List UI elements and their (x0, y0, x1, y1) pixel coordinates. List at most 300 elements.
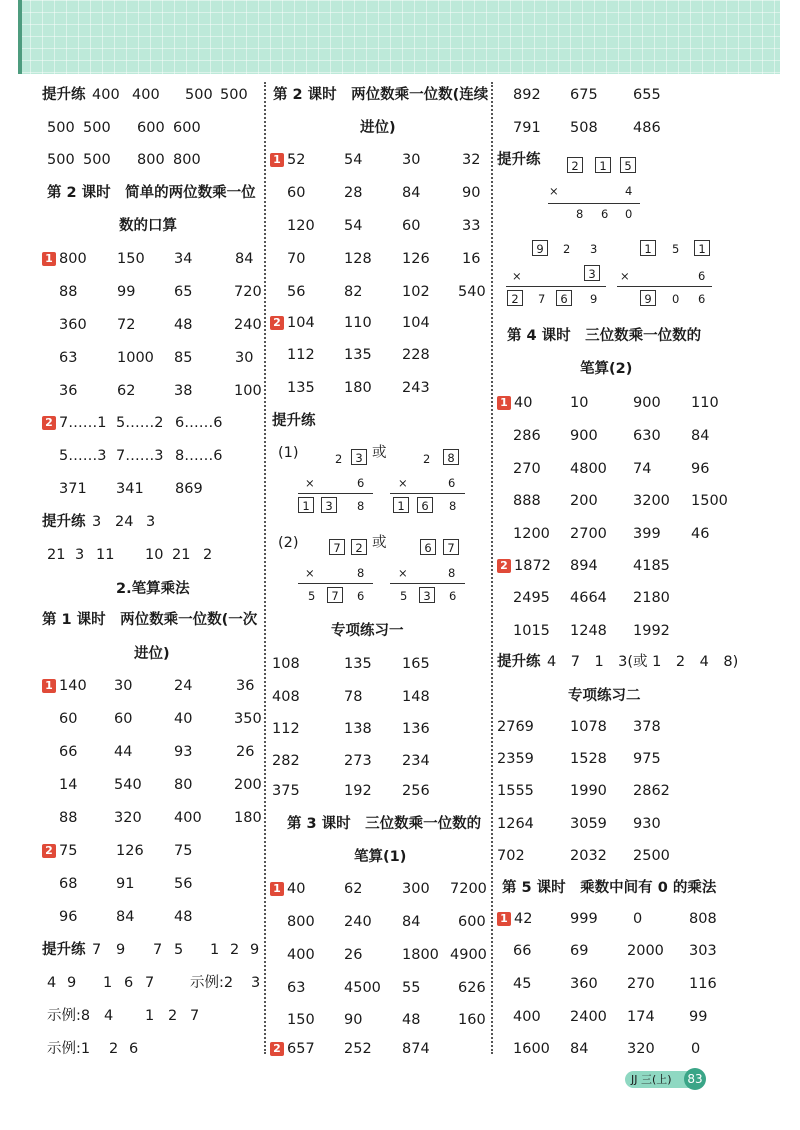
digit: 6 (698, 292, 706, 306)
digit: 6 (601, 207, 609, 221)
answer: 40 (174, 711, 193, 727)
lesson-title: 第 2 课时 两位数乘一位数(连续 (273, 87, 489, 103)
answer: 1 (145, 1008, 155, 1024)
times-sign: × (305, 476, 315, 490)
answer: 7 (190, 1008, 200, 1024)
answer: 1555 (497, 783, 534, 799)
answer: 540 (114, 777, 142, 793)
answer: 270 (513, 461, 541, 477)
answer: 5……2 (116, 415, 164, 431)
answer: 148 (402, 689, 430, 705)
answer: 112 (287, 347, 315, 363)
answer-box: 1 (393, 497, 409, 513)
times-sign: × (398, 566, 408, 580)
answer: 2 (203, 547, 213, 563)
answer-box: 2 (567, 157, 583, 173)
answer-box: 9 (640, 290, 656, 306)
answer: 500 (47, 152, 75, 168)
answer: 90 (344, 1012, 363, 1028)
answer: 10 (570, 395, 589, 411)
header-band (18, 0, 780, 74)
answer: 282 (272, 753, 300, 769)
answer: 93 (174, 744, 193, 760)
answer: 21 (47, 547, 66, 563)
question-badge: 1 (42, 252, 56, 266)
answer: 2 (230, 942, 240, 958)
answer: 3200 (633, 493, 670, 509)
answer: 600 (137, 120, 165, 136)
answer: 84 (570, 1041, 589, 1057)
answer: 702 (497, 848, 525, 864)
answer: 135 (344, 656, 372, 672)
answer: 7……1 (59, 415, 107, 431)
answer: 55 (402, 980, 421, 996)
answer: 32 (462, 152, 481, 168)
answer: 68 (59, 876, 78, 892)
answer: 135 (287, 380, 315, 396)
answer: 900 (633, 395, 661, 411)
answer-box: 2 (507, 290, 523, 306)
answer: 892 (513, 87, 541, 103)
answer: 1015 (513, 623, 550, 639)
answer: 6 (129, 1041, 139, 1057)
answer-box: 7 (443, 539, 459, 555)
answer: 400 (92, 87, 120, 103)
page-number: 83 (684, 1068, 706, 1090)
digit: 5 (308, 589, 316, 603)
answer: 30 (235, 350, 254, 366)
calc-line (506, 286, 606, 287)
digit: 6 (357, 476, 365, 490)
answer: 3 (146, 514, 156, 530)
digit: 5 (400, 589, 408, 603)
answer: 1200 (513, 526, 550, 542)
answer: 110 (344, 315, 372, 331)
digit: 9 (590, 292, 598, 306)
question-badge: 2 (270, 316, 284, 330)
answer: 96 (59, 909, 78, 925)
answer: 174 (627, 1009, 655, 1025)
answer: 400 (287, 947, 315, 963)
answer: 400 (132, 87, 160, 103)
answer: 6……6 (175, 415, 223, 431)
answer: 874 (402, 1041, 430, 1057)
answer: 84 (116, 909, 135, 925)
digit: 4 (625, 184, 633, 198)
answer: 320 (114, 810, 142, 826)
lesson-title: 笔算(2) (580, 361, 633, 377)
answer: 1992 (633, 623, 670, 639)
lesson-title: 第 1 课时 两位数乘一位数(一次 (42, 612, 258, 628)
times-sign: × (305, 566, 315, 580)
answer: 8……6 (175, 448, 223, 464)
answer: 1990 (570, 783, 607, 799)
answer: 303 (689, 943, 717, 959)
answer: 150 (117, 251, 145, 267)
answer-box: 7 (327, 587, 343, 603)
answer: 600 (458, 914, 486, 930)
answer-box: 6 (556, 290, 572, 306)
answer: 240 (344, 914, 372, 930)
answer: 7……3 (116, 448, 164, 464)
answer: 3 (92, 514, 102, 530)
answer: 252 (344, 1041, 372, 1057)
answer: 36 (236, 678, 255, 694)
answer: 1248 (570, 623, 607, 639)
answer: 228 (402, 347, 430, 363)
answer: 2 (109, 1041, 119, 1057)
answer: 24 (115, 514, 134, 530)
lesson-title: 进位) (134, 646, 170, 662)
answer: 408 (272, 689, 300, 705)
answer: 378 (633, 719, 661, 735)
answer: 126 (116, 843, 144, 859)
answer: 24 (174, 678, 193, 694)
answer: 800 (173, 152, 201, 168)
question-badge: 2 (42, 844, 56, 858)
answer: 360 (59, 317, 87, 333)
digit: 8 (357, 499, 365, 513)
answer: 486 (633, 120, 661, 136)
tisheng-label: 提升练 (42, 942, 86, 958)
answer: 42 (514, 911, 533, 927)
answer: 66 (59, 744, 78, 760)
answer: 180 (234, 810, 262, 826)
answer: 894 (570, 558, 598, 574)
calc-line (548, 203, 640, 204)
answer: 63 (59, 350, 78, 366)
answer-box: 7 (329, 539, 345, 555)
answer: 91 (116, 876, 135, 892)
answer-box: 3 (584, 265, 600, 281)
header-band-edge (18, 0, 22, 74)
question-badge: 1 (497, 912, 511, 926)
answer-box: 3 (321, 497, 337, 513)
answer: 126 (402, 251, 430, 267)
answer: 4 (104, 1008, 114, 1024)
answer: 1600 (513, 1041, 550, 1057)
answer: 7 (145, 975, 155, 991)
answer: 165 (402, 656, 430, 672)
answer: 256 (402, 783, 430, 799)
answer: 350 (234, 711, 262, 727)
answer: 84 (235, 251, 254, 267)
digit: 7 (538, 292, 546, 306)
answer: 500 (83, 120, 111, 136)
answer: 120 (287, 218, 315, 234)
answer: 16 (462, 251, 481, 267)
tisheng-label: 提升练 (497, 152, 541, 168)
answer: 60 (402, 218, 421, 234)
answer: 888 (513, 493, 541, 509)
answer: 62 (344, 881, 363, 897)
times-sign: × (512, 269, 522, 283)
answer: 200 (234, 777, 262, 793)
example-label: 示例:1 (47, 1041, 91, 1057)
answer: 0 (691, 1041, 701, 1057)
digit: 6 (448, 476, 456, 490)
answer: 800 (287, 914, 315, 930)
answer-box: 1 (694, 240, 710, 256)
answer: 160 (458, 1012, 486, 1028)
answer: 900 (570, 428, 598, 444)
answer: 192 (344, 783, 372, 799)
answer: 6 (124, 975, 134, 991)
answer: 78 (344, 689, 363, 705)
answer: 3 (75, 547, 85, 563)
answer: 655 (633, 87, 661, 103)
question-badge: 1 (497, 396, 511, 410)
answer: 4500 (344, 980, 381, 996)
answer: 56 (174, 876, 193, 892)
answer: 3059 (570, 816, 607, 832)
lesson-title: 第 3 课时 三位数乘一位数的 (287, 816, 482, 832)
tisheng-label: 提升练 (272, 413, 316, 429)
answer: 30 (114, 678, 133, 694)
answer: 116 (689, 976, 717, 992)
digit: 3 (590, 242, 598, 256)
question-badge: 2 (270, 1042, 284, 1056)
answer: 140 (59, 678, 87, 694)
answer: 500 (47, 120, 75, 136)
lesson-title: 第 4 课时 三位数乘一位数的 (507, 328, 702, 344)
answer: 40 (287, 881, 306, 897)
answer: 56 (287, 284, 306, 300)
answer: 88 (59, 284, 78, 300)
answer: 360 (570, 976, 598, 992)
answer: 2180 (633, 590, 670, 606)
answer: 14 (59, 777, 78, 793)
answer: 375 (272, 783, 300, 799)
answer: 136 (402, 721, 430, 737)
answer: 675 (570, 87, 598, 103)
answer: 60 (287, 185, 306, 201)
answer: 54 (344, 218, 363, 234)
or-label: 或 (372, 445, 387, 461)
answer: 2032 (570, 848, 607, 864)
answer-box: 6 (417, 497, 433, 513)
answer: 66 (513, 943, 532, 959)
answer: 2400 (570, 1009, 607, 1025)
answer: 45 (513, 976, 532, 992)
answer: 626 (458, 980, 486, 996)
answer: 270 (627, 976, 655, 992)
answer: 999 (570, 911, 598, 927)
example-label: 示例:8 (47, 1008, 91, 1024)
answer: 791 (513, 120, 541, 136)
answer: 286 (513, 428, 541, 444)
answer: 10 (145, 547, 164, 563)
answer-box: 9 (532, 240, 548, 256)
lesson-title: 数的口算 (119, 218, 177, 234)
lesson-title: 第 2 课时 简单的两位数乘一位 (47, 185, 256, 201)
digit: 6 (357, 589, 365, 603)
answer: 1078 (570, 719, 607, 735)
answer: 82 (344, 284, 363, 300)
answer: 1800 (402, 947, 439, 963)
answer: 3 (251, 975, 261, 991)
answer: 52 (287, 152, 306, 168)
answer: 54 (344, 152, 363, 168)
answer-box: 2 (351, 539, 367, 555)
digit: 8 (357, 566, 365, 580)
answer: 30 (402, 152, 421, 168)
answer: 869 (175, 481, 203, 497)
answer: 48 (174, 909, 193, 925)
answer: 112 (272, 721, 300, 737)
or-label: 或 (372, 535, 387, 551)
answer: 40 (514, 395, 533, 411)
answer: 100 (234, 383, 262, 399)
answer: 26 (344, 947, 363, 963)
answer: 4800 (570, 461, 607, 477)
question-badge: 1 (270, 153, 284, 167)
special-title: 专项练习二 (568, 688, 641, 704)
answer: 110 (691, 395, 719, 411)
answer: 150 (287, 1012, 315, 1028)
answer: 4900 (450, 947, 487, 963)
calc-line (298, 493, 373, 494)
answer: 104 (287, 315, 315, 331)
answer: 975 (633, 751, 661, 767)
answer: 102 (402, 284, 430, 300)
digit: 6 (698, 269, 706, 283)
answer: 930 (633, 816, 661, 832)
answer: 2495 (513, 590, 550, 606)
digit: 8 (449, 499, 457, 513)
answer-box: 1 (640, 240, 656, 256)
answer: 75 (59, 843, 78, 859)
answer: 108 (272, 656, 300, 672)
answer: 88 (59, 810, 78, 826)
answer: 657 (287, 1041, 315, 1057)
answer: 808 (689, 911, 717, 927)
digit: 2 (423, 452, 431, 466)
answer: 243 (402, 380, 430, 396)
answer: 74 (633, 461, 652, 477)
answer: 128 (344, 251, 372, 267)
answer: 84 (402, 185, 421, 201)
answer: 4 (47, 975, 57, 991)
answer: 4185 (633, 558, 670, 574)
answer: 0 (633, 911, 643, 927)
answer: 320 (627, 1041, 655, 1057)
answer: 70 (287, 251, 306, 267)
example-label: 示例:2 (190, 975, 234, 991)
answer: 33 (462, 218, 481, 234)
answer: 500 (83, 152, 111, 168)
answer: 38 (174, 383, 193, 399)
puzzle-tag: (2) (278, 535, 299, 551)
answer: 65 (174, 284, 193, 300)
digit: 8 (448, 566, 456, 580)
digit: 0 (672, 292, 680, 306)
answer-box: 8 (443, 449, 459, 465)
answer: 630 (633, 428, 661, 444)
answer: 600 (173, 120, 201, 136)
calc-line (390, 583, 465, 584)
answer: 2500 (633, 848, 670, 864)
question-badge: 2 (42, 416, 56, 430)
answer: 5……3 (59, 448, 107, 464)
answer: 36 (59, 383, 78, 399)
answer: 1528 (570, 751, 607, 767)
answer: 1264 (497, 816, 534, 832)
digit: 8 (576, 207, 584, 221)
answer: 540 (458, 284, 486, 300)
answer: 2 (168, 1008, 178, 1024)
tisheng-label: 提升练 (42, 87, 86, 103)
answer: 34 (174, 251, 193, 267)
answer: 9 (116, 942, 126, 958)
answer: 96 (691, 461, 710, 477)
question-badge: 1 (270, 882, 284, 896)
answer: 99 (689, 1009, 708, 1025)
digit: 2 (335, 452, 343, 466)
times-sign: × (549, 184, 559, 198)
answer: 69 (570, 943, 589, 959)
answer: 4664 (570, 590, 607, 606)
answer-box: 5 (620, 157, 636, 173)
answer: 72 (117, 317, 136, 333)
question-badge: 2 (497, 559, 511, 573)
answer: 99 (117, 284, 136, 300)
answer: 7 (92, 942, 102, 958)
answer: 180 (344, 380, 372, 396)
answer: 800 (59, 251, 87, 267)
answer: 2862 (633, 783, 670, 799)
answer: 28 (344, 185, 363, 201)
times-sign: × (398, 476, 408, 490)
answer: 800 (137, 152, 165, 168)
answer: 44 (114, 744, 133, 760)
answer: 400 (513, 1009, 541, 1025)
answer-box: 1 (595, 157, 611, 173)
lesson-title: 进位) (360, 120, 396, 136)
answer: 46 (691, 526, 710, 542)
special-title: 专项练习一 (331, 623, 404, 639)
answer: 21 (172, 547, 191, 563)
answer: 371 (59, 481, 87, 497)
lesson-title: 笔算(1) (354, 849, 407, 865)
answer: 200 (570, 493, 598, 509)
answer-box: 3 (419, 587, 435, 603)
answer: 90 (462, 185, 481, 201)
answer: 63 (287, 980, 306, 996)
answer: 75 (174, 843, 193, 859)
answer: 80 (174, 777, 193, 793)
tisheng-label: 提升练 (42, 514, 86, 530)
answer: 5 (174, 942, 184, 958)
answer: 62 (117, 383, 136, 399)
answer: 11 (96, 547, 115, 563)
answer: 104 (402, 315, 430, 331)
answer: 135 (344, 347, 372, 363)
question-badge: 1 (42, 679, 56, 693)
column-divider-1 (264, 82, 266, 1054)
answer-box: 3 (351, 449, 367, 465)
footer-tag: JJ 三(上) (625, 1071, 691, 1088)
digit: 5 (672, 242, 680, 256)
answer: 9 (250, 942, 260, 958)
answer: 240 (234, 317, 262, 333)
answer: 48 (174, 317, 193, 333)
answer: 84 (691, 428, 710, 444)
answer-box: 6 (420, 539, 436, 555)
answer: 60 (59, 711, 78, 727)
digit: 6 (449, 589, 457, 603)
tisheng-label: 提升练 (497, 654, 541, 670)
